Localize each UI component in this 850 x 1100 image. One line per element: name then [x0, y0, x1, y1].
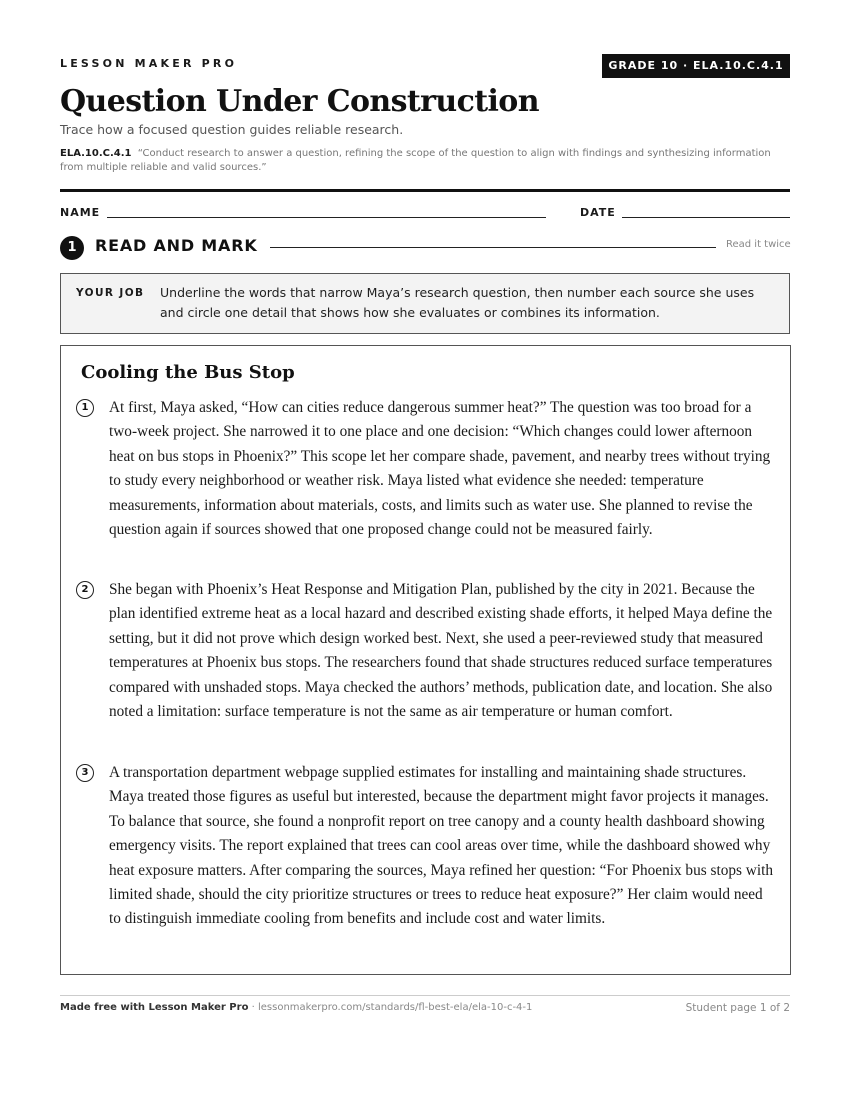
grade-badge: GRADE 10 · ELA.10.C.4.1: [602, 54, 790, 78]
footer-made-with: Made free with Lesson Maker Pro: [60, 1002, 249, 1013]
footer-credit: [60, 1002, 532, 1013]
name-field-line[interactable]: [107, 217, 546, 218]
paragraph-text: At first, Maya asked, “How can cities reduce dangerous summer heat?” The question was too broad for a two-week project. She narrowed it to one place and one decision: “Which changes could lower afternoon heat on bus stops in Phoenix?” This scope let her compare shade, pavement, and nearby trees without trying to study every neighborhood or weather risk. Maya listed what evidence she needed: temperature measurements, information about materials, costs, and limits such as water use. She planned to revise the question again if sources showed that one proposed change could not be measured fairly.: [109, 399, 771, 539]
section-number-badge: 1: [60, 236, 84, 260]
instructions-text: Underline the words that narrow Maya’s research question, then number each source she uses and circle one detail that shows how she evaluates or combines its information.: [160, 285, 755, 320]
date-label: DATE: [580, 206, 616, 219]
header-divider: [60, 189, 790, 192]
instructions-label: YOUR JOB: [76, 287, 145, 299]
paragraph-text: A transportation department webpage supplied estimates for installing and maintaining shade structures. Maya treated those figures as useful but interested, because the department might favor projects it manages. To balance that source, she found a nonprofit report on tree canopy and a county health dashboard showing emergency visits. The report explained that trees can cool areas over time, while the dashboard showed why heat exposure matters. After comparing the sources, Maya refined her question: “For Phoenix bus stops with limited shade, should the city prioritize structures or trees to reduce heat exposure?” Her claim would need to distinguish immediate cooling from benefits and include cost and water limits.: [109, 764, 773, 928]
footer-divider: [60, 995, 790, 996]
reading-passage: [60, 345, 791, 975]
section-note: Read it twice: [726, 239, 791, 250]
page-indicator: Student page 1 of 2: [685, 1002, 790, 1014]
instructions-box: [60, 273, 790, 334]
paragraph-number: 3: [76, 764, 94, 782]
standard-text: “Conduct research to answer a question, refining the scope of the question to align with findings and synthesizing information from multiple reliable and valid sources.”: [60, 148, 771, 173]
passage-title: Cooling the Bus Stop: [81, 362, 295, 383]
standard-code: ELA.10.C.4.1: [60, 148, 132, 159]
brand-name: LESSON MAKER PRO: [60, 57, 238, 70]
paragraph-number: 2: [76, 581, 94, 599]
section-title: READ AND MARK: [95, 236, 258, 255]
date-field-line[interactable]: [622, 217, 790, 218]
page-subtitle: Trace how a focused question guides reliable research.: [60, 122, 404, 137]
standard-description: [60, 147, 790, 175]
page-title: Question Under Construction: [60, 84, 539, 119]
paragraph-number: 1: [76, 399, 94, 417]
section-divider: [270, 247, 716, 248]
footer-separator: ·: [251, 1002, 258, 1013]
name-label: NAME: [60, 206, 101, 219]
footer-url[interactable]: lessonmakerpro.com/standards/fl-best-ela/ela-10-c-4-1: [257, 1002, 533, 1013]
paragraph-text: She began with Phoenix’s Heat Response and Mitigation Plan, published by the city in 2021. Because the plan identified extreme heat as a local hazard and described existing shade efforts, it helped Maya define the setting, but it did not prove which design worked best. Next, she used a peer-reviewed study that measured temperatures at Phoenix bus stops. The researchers found that shade structures reduced surface temperatures compared with unshaded stops. Maya checked the authors’ methods, publication date, and location. She also noted a limitation: surface temperature is not the same as air temperature or human comfort.: [109, 581, 773, 721]
